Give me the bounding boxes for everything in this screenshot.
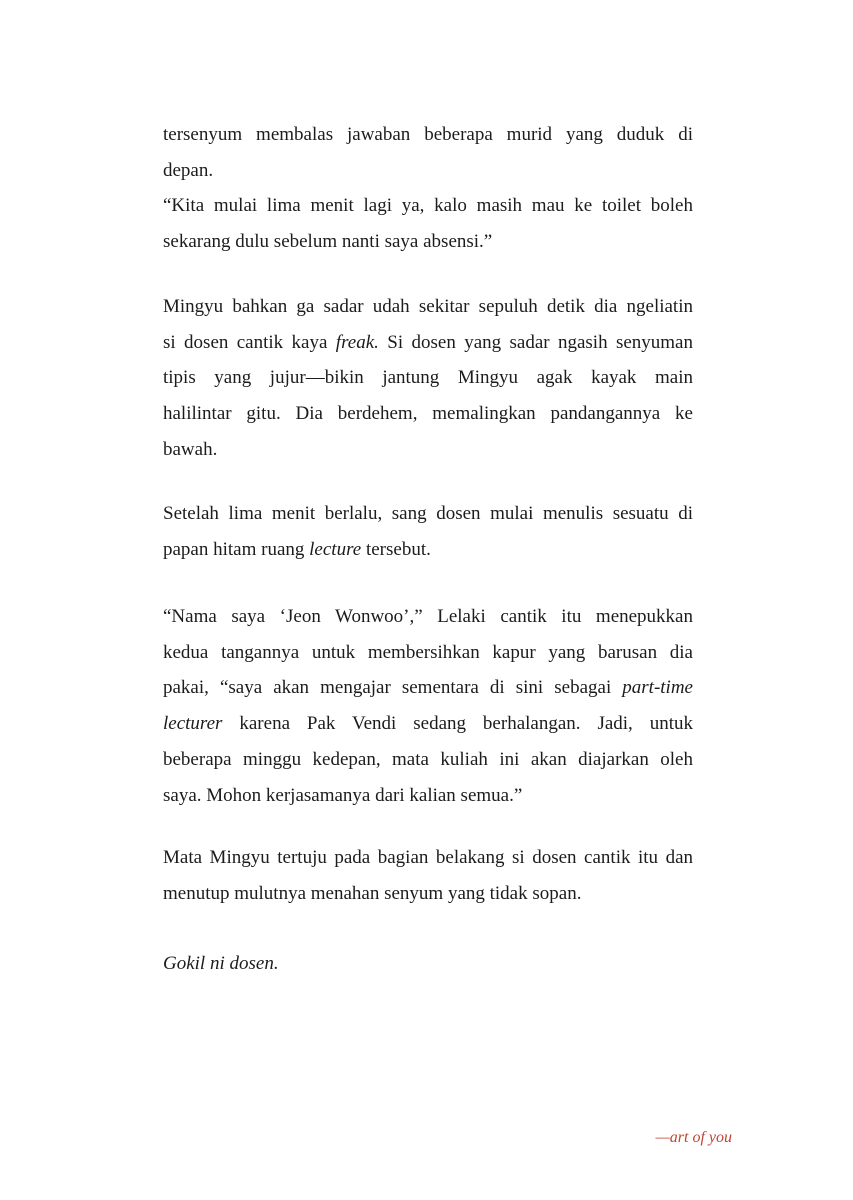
text-line: Mingyu bahkan ga sadar udah sekitar sepuluh detik dia ngeliatin [163, 296, 693, 317]
paragraph-1 [163, 117, 693, 260]
text-line: beberapa minggu kedepan, mata kuliah ini akan diajarkan oleh [163, 748, 693, 770]
text-line [163, 532, 693, 568]
text-line: kedua tangannya untuk membersihkan kapur yang barusan dia [163, 641, 693, 663]
italic-word: part-time [622, 677, 693, 699]
text-line: bawah. [163, 438, 218, 460]
italic-line: Gokil ni dosen. [163, 953, 279, 974]
text-line: sekarang dulu sebelum nanti saya absensi.” [163, 231, 493, 253]
text-line: “Nama saya ‘Jeon Wonwoo’,” Lelaki cantik itu menepukkan [163, 606, 693, 627]
footer-signature: —art of you [655, 1129, 732, 1146]
text-line: Setelah lima menit berlalu, sang dosen mulai menulis sesuatu di [163, 503, 693, 524]
text-line: “Kita mulai lima menit lagi ya, kalo masih mau ke toilet boleh [163, 195, 693, 217]
text-line [163, 706, 693, 742]
text-line: halilintar gitu. Dia berdehem, memalingkan pandangannya ke [163, 403, 693, 425]
text-segment: tersebut. [361, 538, 431, 560]
paragraph-6 [163, 946, 693, 982]
paragraph-5 [163, 840, 693, 911]
paragraph-4 [163, 599, 693, 813]
text-line: menutup mulutnya menahan senyum yang tidak sopan. [163, 882, 582, 904]
paragraph-2 [163, 289, 693, 468]
text-segment: pakai, “saya akan mengajar sementara di sini sebagai [163, 677, 623, 699]
text-segment: si dosen cantik kaya [163, 331, 336, 353]
italic-word: lecturer [163, 713, 223, 735]
text-segment: karena Pak Vendi sedang berhalangan. Jadi, untuk [222, 713, 693, 735]
italic-word: freak. [335, 331, 379, 353]
text-line: depan. [163, 159, 214, 181]
text-segment: papan hitam ruang [163, 538, 310, 560]
text-line: tersenyum membalas jawaban beberapa murid yang duduk di [163, 124, 693, 145]
text-line: Mata Mingyu tertuju pada bagian belakang si dosen cantik itu dan [163, 847, 693, 868]
paragraph-3 [163, 496, 693, 567]
text-segment: Si dosen yang sadar ngasih senyuman [378, 331, 693, 353]
italic-word: lecture [309, 538, 362, 560]
text-line: saya. Mohon kerjasamanya dari kalian semua.” [163, 784, 523, 806]
text-line: tipis yang jujur—bikin jantung Mingyu agak kayak main [163, 367, 693, 389]
text-line [163, 670, 693, 706]
text-line [163, 325, 693, 361]
